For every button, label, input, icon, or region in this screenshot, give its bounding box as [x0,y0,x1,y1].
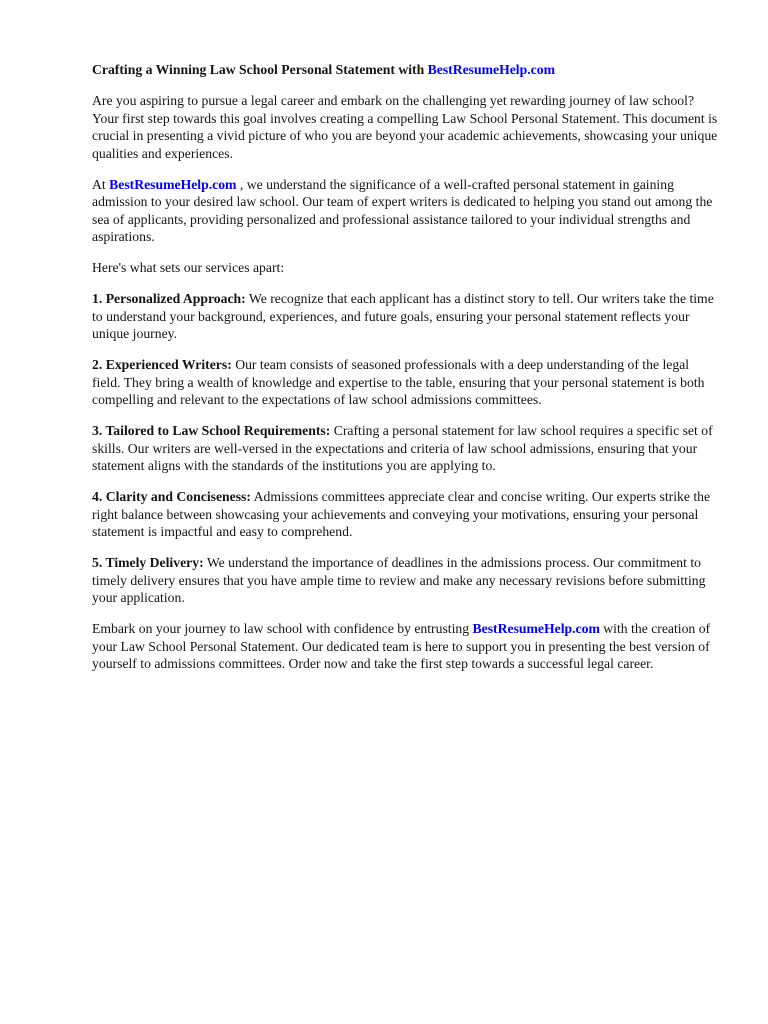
text-run: Admissions committees appreciate clear and concise writing. Our experts strike the right balance between showcasing your achievements and conveying your motivations, ensuring your personal statement is impactful and easy to comprehend. [92,489,711,539]
text-run: We understand the importance of deadlines in the admissions process. Our commitment to timely delivery ensures that you have ample time to review and make any necessary revisions before submitting your application. [92,555,706,605]
item-4-clarity-conciseness [92,488,718,541]
text-run: Our team consists of seasoned professionals with a deep understanding of the legal field. They bring a wealth of knowledge and expertise to the table, ensuring that your personal statement is both compelling and relevant to the expectations of law school admissions committees. [92,357,705,407]
bold-label: 3. Tailored to Law School Requirements: [92,423,331,438]
bold-label: 2. Experienced Writers: [92,357,232,372]
text-run: At [92,176,110,192]
bestresumehelp-link[interactable]: BestResumeHelp.com [427,62,555,77]
text-run: with the creation of your Law School Personal Statement. Our dedicated team is here to support you in presenting the best version of yourself to admissions committees. Order now and take the first step towards a successful legal career. [92,621,711,671]
bold-label: 4. Clarity and Conciseness: [92,489,251,504]
item-1-personalized-approach [92,290,718,343]
bold-label: 5. Timely Delivery: [92,555,204,570]
title-text: Crafting a Winning Law School Personal Statement with [92,62,428,77]
para-about [92,176,718,246]
text-run: Here's what sets our services apart: [92,260,285,275]
item-2-experienced-writers [92,356,718,409]
para-intro [92,92,718,162]
text-run: Crafting a personal statement for law school requires a specific set of skills. Our writers are well-versed in the expectations and criteria of law school admissions, ensuring that your statement aligns with the standards of the institutions you are applying to. [92,423,713,473]
para-services-lead [92,259,718,277]
bold-label: 1. Personalized Approach: [92,291,246,306]
text-run: Are you aspiring to pursue a legal career and embark on the challenging yet rewarding journey of law school? Your first step towards this goal involves creating a compelling Law School Personal Statement. This document is crucial in presenting a vivid picture of who you are beyond your academic achievements, showcasing your unique qualities and experiences. [92,93,718,161]
bestresumehelp-link[interactable]: BestResumeHelp.com [472,621,600,636]
para-closing [92,620,718,673]
text-run: Embark on your journey to law school with confidence by entrusting [92,621,473,636]
text-run: , we understand the significance of a well-crafted personal statement in gaining admission to your desired law school. Our team of expert writers is dedicated to helping you stand out among the sea of applicants, providing personalized and professional assistance tailored to your individual strengths and aspirations. [92,176,713,244]
text-run: We recognize that each applicant has a distinct story to tell. Our writers take the time to understand your background, experiences, and future goals, ensuring your personal statement reflects your unique journey. [92,291,714,341]
doc-title [92,61,718,79]
item-3-tailored-requirements [92,422,718,475]
bestresumehelp-link[interactable]: BestResumeHelp.com [109,176,237,192]
document-body [92,61,718,686]
item-5-timely-delivery [92,554,718,607]
